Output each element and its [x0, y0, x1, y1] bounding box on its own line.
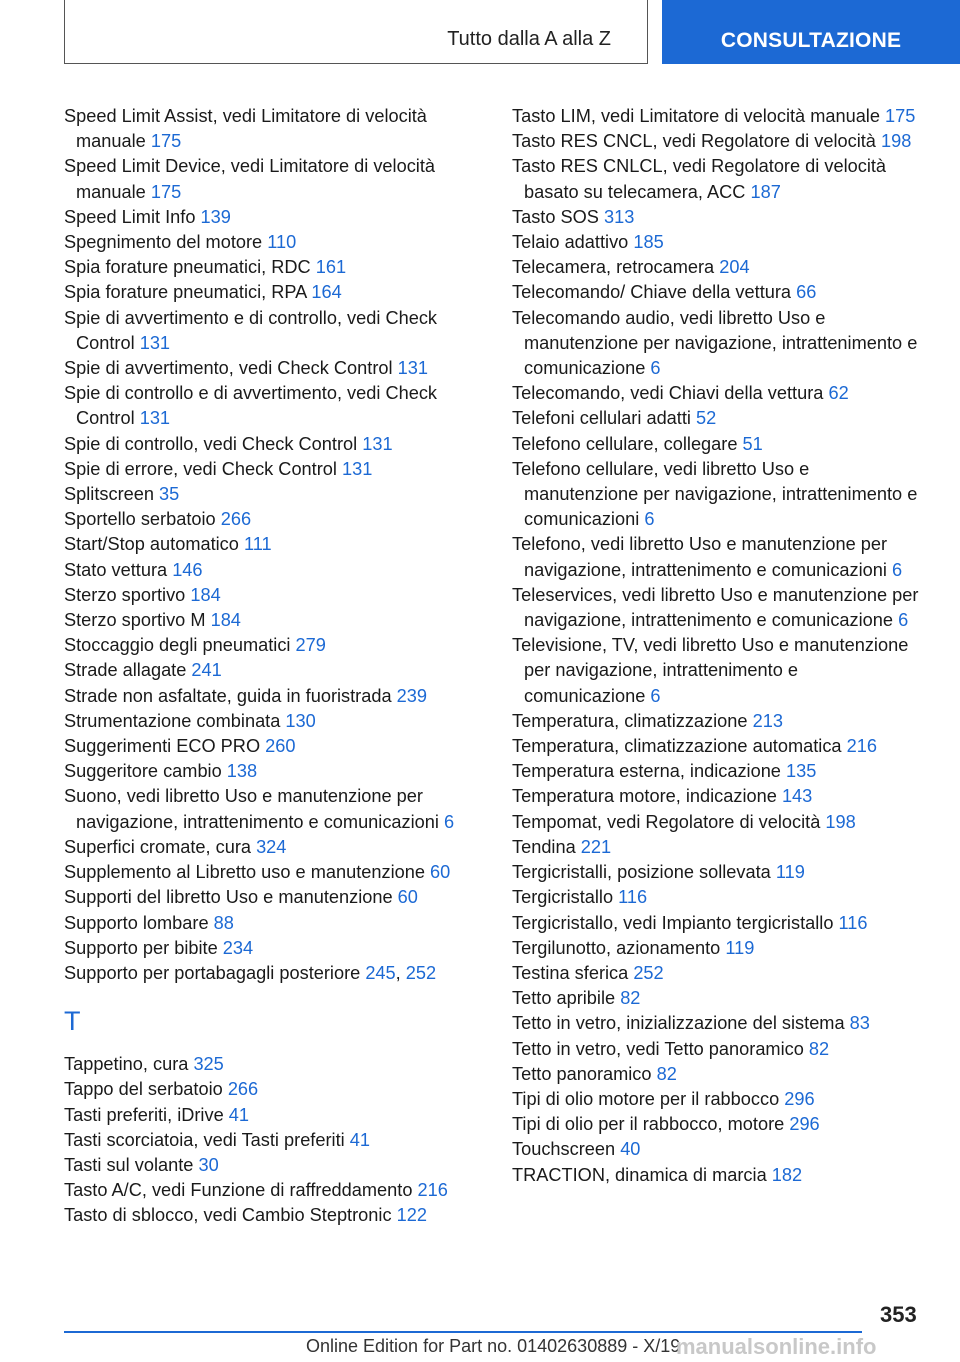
index-entry — [64, 154, 476, 204]
index-term: Tasti scorciatoia, vedi Tasti preferiti — [64, 1129, 345, 1150]
index-entry — [512, 381, 924, 406]
index-term: Tasti sul volante — [64, 1154, 194, 1175]
index-entry — [512, 1037, 924, 1062]
page-reference-link[interactable]: 82 — [620, 988, 641, 1009]
index-term: Strade non asfaltate, guida in fuoristrada — [64, 685, 392, 706]
index-entry — [64, 835, 476, 860]
index-column-right — [512, 104, 924, 1188]
page-reference-link[interactable]: 82 — [808, 1038, 830, 1059]
page-reference-link[interactable]: 130 — [285, 710, 316, 731]
index-entry — [64, 1128, 476, 1153]
index-entry — [512, 961, 924, 986]
index-term: Tasto RES CNCL, vedi Regolatore di velocità — [512, 131, 876, 152]
index-entry — [512, 406, 924, 431]
index-term: Tipi di olio per il rabbocco, motore — [512, 1114, 785, 1135]
index-term: Stoccaggio degli pneumatici — [64, 635, 291, 656]
index-term: Tergilunotto, azionamento — [512, 937, 721, 958]
index-entry — [64, 633, 476, 658]
index-entry — [64, 482, 476, 507]
index-term: Tipi di olio motore per il rabbocco — [512, 1088, 780, 1109]
index-term: Spie di errore, vedi Check Control — [64, 458, 337, 479]
index-entry — [512, 129, 924, 154]
page-reference-link[interactable]: 239 — [396, 685, 428, 706]
index-entry — [64, 205, 476, 230]
index-entry — [64, 784, 476, 834]
page-reference-link[interactable]: 116 — [838, 912, 868, 933]
index-term: Temperatura motore, indicazione — [512, 786, 777, 807]
index-term: Strade allagate — [64, 660, 187, 681]
index-term: Tasti preferiti, iDrive — [64, 1104, 224, 1125]
page-reference-link[interactable]: 110 — [267, 232, 297, 253]
index-entry — [512, 1112, 924, 1137]
page-reference-link[interactable]: 204 — [719, 257, 750, 278]
page-reference-link[interactable]: 51 — [742, 433, 763, 454]
index-entry — [64, 507, 476, 532]
index-term: Tetto in vetro, vedi Tetto panoramico — [512, 1038, 804, 1059]
index-term: Spia forature pneumatici, RDC — [64, 257, 311, 278]
index-term: Tempomat, vedi Regolatore di velocità — [512, 811, 821, 832]
page-reference-link[interactable]: 175 — [885, 106, 916, 126]
page-reference-link[interactable]: 131 — [397, 358, 428, 379]
index-entry — [512, 759, 924, 784]
index-entry — [512, 1011, 924, 1036]
page-reference-link[interactable]: 164 — [311, 282, 342, 303]
index-entry — [512, 583, 924, 633]
page-reference-link[interactable]: 122 — [396, 1205, 427, 1226]
index-entry — [512, 1062, 924, 1087]
index-term: Tappo del serbatoio — [64, 1079, 223, 1100]
index-entry — [64, 255, 476, 280]
index-entry — [512, 885, 924, 910]
index-entry — [64, 230, 476, 255]
index-entry — [512, 104, 924, 129]
index-term: Tergicristallo, vedi Impianto tergicristallo — [512, 912, 834, 933]
index-entry — [64, 658, 476, 683]
index-term: Suggeritore cambio — [64, 761, 222, 782]
page-reference-link[interactable]: 135 — [785, 761, 817, 782]
index-entry — [512, 1163, 924, 1188]
index-entry — [64, 911, 476, 936]
index-term: TRACTION, dinamica di marcia — [512, 1164, 767, 1185]
page-reference-link[interactable]: 62 — [828, 383, 849, 404]
index-entry — [64, 759, 476, 784]
index-entry — [512, 205, 924, 230]
index-entry — [512, 154, 924, 204]
page-reference-link[interactable]: 52 — [696, 408, 717, 429]
page-reference-link[interactable]: 325 — [193, 1054, 224, 1075]
index-entry — [512, 255, 924, 280]
page-reference-link[interactable]: 252 — [633, 962, 664, 983]
index-term: Superfici cromate, cura — [64, 836, 251, 857]
page-reference-link[interactable]: 119 — [775, 862, 805, 883]
page-reference-link[interactable]: 216 — [846, 736, 877, 757]
index-term: Telecomando/ Chiave della vettura — [512, 282, 792, 303]
page-reference-link[interactable]: 221 — [580, 836, 612, 857]
index-entry — [64, 1203, 476, 1228]
index-entry — [512, 936, 924, 961]
index-term: Televisione, TV, vedi libretto Uso e manutenzione per navigazione, intrattenimento e comunicazione — [512, 635, 909, 706]
page-reference-link[interactable]: 131 — [139, 408, 171, 429]
page-reference-link[interactable]: 60 — [397, 887, 418, 908]
index-entry — [64, 583, 476, 608]
index-entry — [64, 306, 476, 356]
page-reference-link[interactable]: 185 — [633, 232, 664, 253]
page-reference-link[interactable]: 175 — [150, 181, 182, 202]
page-reference-link[interactable]: 161 — [315, 257, 347, 278]
page-reference-link[interactable]: 131 — [342, 458, 373, 479]
page-reference-link[interactable]: 198 — [825, 811, 856, 832]
index-term: Telefono cellulare, collegare — [512, 433, 738, 454]
page-reference-link[interactable]: 143 — [781, 786, 813, 807]
page-reference-link[interactable]: 324 — [256, 836, 287, 857]
index-term: Temperatura, climatizzazione automatica — [512, 736, 842, 757]
index-term: Strumentazione combinata — [64, 710, 281, 731]
index-term: Suggerimenti ECO PRO — [64, 736, 261, 757]
index-entry — [64, 558, 476, 583]
page-reference-link[interactable]: 266 — [227, 1079, 259, 1100]
index-term: Temperatura esterna, indicazione — [512, 761, 781, 782]
index-entry — [512, 911, 924, 936]
index-term: Splitscreen — [64, 484, 154, 505]
chapter-tab: CONSULTAZIONE — [662, 0, 960, 64]
page-reference-link[interactable]: 266 — [220, 509, 252, 530]
index-entry — [512, 784, 924, 809]
index-entry — [64, 457, 476, 482]
index-entry — [64, 381, 476, 431]
index-term: Spie di avvertimento, vedi Check Control — [64, 358, 393, 379]
index-entry — [64, 1178, 476, 1203]
index-entry — [64, 860, 476, 885]
page-reference-link[interactable]: 182 — [771, 1164, 803, 1185]
page-reference-link[interactable]: 131 — [139, 332, 171, 353]
index-term: Testina sferica — [512, 962, 629, 983]
page-reference-link[interactable]: 184 — [190, 584, 221, 605]
page-reference-link[interactable]: 216 — [417, 1180, 448, 1201]
index-entry — [512, 633, 924, 709]
watermark-text: manualsonline.info — [676, 1334, 877, 1359]
page-reference-link[interactable]: 313 — [604, 206, 635, 227]
index-entry — [512, 457, 924, 533]
page-reference-link[interactable]: 6 — [444, 811, 455, 832]
index-term: Teleservices, vedi libretto Uso e manutenzione per navigazione, intrattenimento e comunicazione — [512, 584, 919, 631]
page-reference-link[interactable]: 296 — [784, 1088, 815, 1109]
index-entry — [512, 306, 924, 382]
page-reference-link[interactable]: 41 — [228, 1104, 249, 1125]
index-entry — [512, 810, 924, 835]
index-term: Speed Limit Info — [64, 206, 196, 227]
page-reference-link[interactable]: 198 — [880, 131, 912, 152]
page-reference-link[interactable]: 6 — [898, 610, 909, 631]
page-reference-link[interactable]: 260 — [265, 736, 296, 757]
section-title: Tutto dalla A alla Z — [447, 28, 611, 50]
index-term: Speed Limit Device, vedi Limitatore di velocità manuale — [64, 156, 435, 202]
index-entry — [64, 432, 476, 457]
index-term: Telecamera, retrocamera — [512, 257, 715, 278]
page-reference-link[interactable]: 146 — [172, 559, 203, 580]
index-term: Temperatura, climatizzazione — [512, 710, 748, 731]
index-term: Speed Limit Assist, vedi Limitatore di velocità manuale — [64, 106, 427, 152]
page-reference-link[interactable]: 184 — [210, 610, 241, 631]
page-reference-link[interactable]: 6 — [650, 685, 661, 706]
page-reference-link[interactable]: 279 — [295, 635, 326, 656]
page-reference-link[interactable]: 245 — [365, 962, 396, 983]
index-column-left — [64, 104, 476, 1229]
page-reference-link[interactable]: 111 — [243, 534, 272, 555]
index-letter-heading: T — [64, 1006, 81, 1037]
index-term: Telefono, vedi libretto Uso e manutenzione per navigazione, intrattenimento e comunicazioni — [512, 534, 888, 580]
index-term: Tergicristallo — [512, 887, 614, 908]
index-entry — [64, 280, 476, 305]
index-term: Tasto di sblocco, vedi Cambio Steptronic — [64, 1205, 392, 1226]
page-reference-link[interactable]: 187 — [750, 181, 781, 202]
index-term: Sterzo sportivo M — [64, 610, 206, 631]
index-term: Supporto per bibite — [64, 937, 218, 958]
index-term: Suono, vedi libretto Uso e manutenzione per navigazione, intrattenimento e comunicazioni — [64, 786, 439, 832]
index-term: Start/Stop automatico — [64, 534, 239, 555]
index-term: Stato vettura — [64, 559, 168, 580]
index-term: Supplemento al Libretto uso e manutenzione — [64, 862, 425, 883]
page-reference-link[interactable]: 138 — [226, 761, 258, 782]
index-entry — [64, 1103, 476, 1128]
index-term: Tetto in vetro, inizializzazione del sistema — [512, 1013, 845, 1034]
page-reference-link[interactable]: 6 — [650, 358, 661, 379]
index-term: Tappetino, cura — [64, 1054, 189, 1075]
index-term: Telefoni cellulari adatti — [512, 408, 691, 429]
index-term: Tetto apribile — [512, 988, 616, 1009]
page-reference-link[interactable]: 40 — [620, 1139, 641, 1160]
page-reference-link[interactable]: 296 — [789, 1114, 820, 1135]
page-reference-link[interactable]: 66 — [796, 282, 817, 303]
index-term: Touchscreen — [512, 1139, 616, 1160]
page-reference-link[interactable]: 83 — [849, 1013, 870, 1034]
index-entry — [64, 1077, 476, 1102]
index-entry — [64, 734, 476, 759]
index-term: Tasto A/C, vedi Funzione di raffreddamento — [64, 1180, 413, 1201]
index-entry — [512, 1087, 924, 1112]
page-reference-link[interactable]: 30 — [198, 1154, 219, 1175]
footer-edition: Online Edition for Part no. 01402630889 - X/19 — [306, 1336, 681, 1356]
index-term: Telecomando, vedi Chiavi della vettura — [512, 383, 824, 404]
index-entry — [64, 1052, 476, 1077]
index-term: Spia forature pneumatici, RPA — [64, 282, 307, 303]
index-entry — [512, 532, 924, 582]
footer-divider — [64, 1331, 862, 1333]
index-entry — [512, 986, 924, 1011]
index-entry — [64, 356, 476, 381]
index-entry — [64, 709, 476, 734]
page-reference-link[interactable]: 116 — [618, 887, 648, 908]
page-reference-link[interactable]: 88 — [213, 912, 234, 933]
index-entry: Supporto per portabagagli posteriore 245, 252 — [64, 962, 437, 983]
index-term: Tetto panoramico — [512, 1063, 652, 1084]
page-reference-link[interactable]: 6 — [644, 509, 655, 530]
index-term: Sportello serbatoio — [64, 509, 216, 530]
index-term: Spie di controllo e di avvertimento, vedi Check Control — [64, 383, 438, 429]
page-reference-link[interactable]: 213 — [752, 710, 783, 731]
page-number: 353 — [880, 1302, 917, 1327]
page-reference-link[interactable]: 234 — [222, 937, 254, 958]
index-term: Supporto per portabagagli posteriore — [64, 962, 361, 983]
page-reference-link[interactable]: 6 — [892, 559, 903, 580]
index-entry — [64, 936, 476, 961]
page-reference-link[interactable]: 41 — [349, 1129, 370, 1150]
index-entry — [512, 835, 924, 860]
index-term: Supporto lombare — [64, 912, 209, 933]
page-reference-link[interactable]: 35 — [159, 484, 180, 505]
index-entry — [64, 608, 476, 633]
index-entry — [64, 104, 476, 154]
index-entry — [512, 280, 924, 305]
index-term: Spie di avvertimento e di controllo, vedi Check Control — [64, 307, 438, 353]
page-reference-link[interactable]: 175 — [150, 131, 182, 152]
index-term: Telefono cellulare, vedi libretto Uso e manutenzione per navigazione, intrattenimento e comunicazioni — [512, 458, 918, 530]
page-reference-link[interactable]: 252 — [405, 962, 437, 983]
index-entry — [512, 1137, 924, 1162]
index-term: Tasto SOS — [512, 206, 599, 227]
index-entry — [512, 734, 924, 759]
page-reference-link[interactable]: 139 — [200, 206, 231, 227]
index-term: Telecomando audio, vedi libretto Uso e manutenzione per navigazione, intrattenimento e comunicazione — [512, 307, 918, 379]
index-entry — [64, 1153, 476, 1178]
header-section-box — [64, 0, 648, 64]
page-reference-link[interactable]: 241 — [191, 660, 222, 681]
index-term: Spie di controllo, vedi Check Control — [64, 433, 358, 454]
index-entry — [512, 230, 924, 255]
index-term: Supporti del libretto Uso e manutenzione — [64, 887, 393, 908]
page-reference-link[interactable]: 60 — [430, 862, 451, 883]
index-entry — [512, 709, 924, 734]
index-term: Tasto LIM, vedi Limitatore di velocità manuale — [512, 106, 880, 126]
page-reference-link[interactable]: 131 — [362, 433, 393, 454]
index-entry — [64, 885, 476, 910]
index-term: Tasto RES CNLCL, vedi Regolatore di velocità basato su telecamera, ACC — [512, 156, 887, 202]
index-term: Tergicristalli, posizione sollevata — [512, 862, 771, 883]
index-term: Sterzo sportivo — [64, 584, 186, 605]
index-entry — [512, 860, 924, 885]
index-term: Spegnimento del motore — [64, 232, 263, 253]
index-entry — [512, 432, 924, 457]
index-term: Telaio adattivo — [512, 232, 629, 253]
page-reference-link[interactable]: 119 — [725, 937, 755, 958]
index-term: Tendina — [512, 836, 576, 857]
index-entry — [64, 684, 476, 709]
index-entry — [64, 532, 476, 557]
page-reference-link[interactable]: 82 — [656, 1063, 677, 1084]
